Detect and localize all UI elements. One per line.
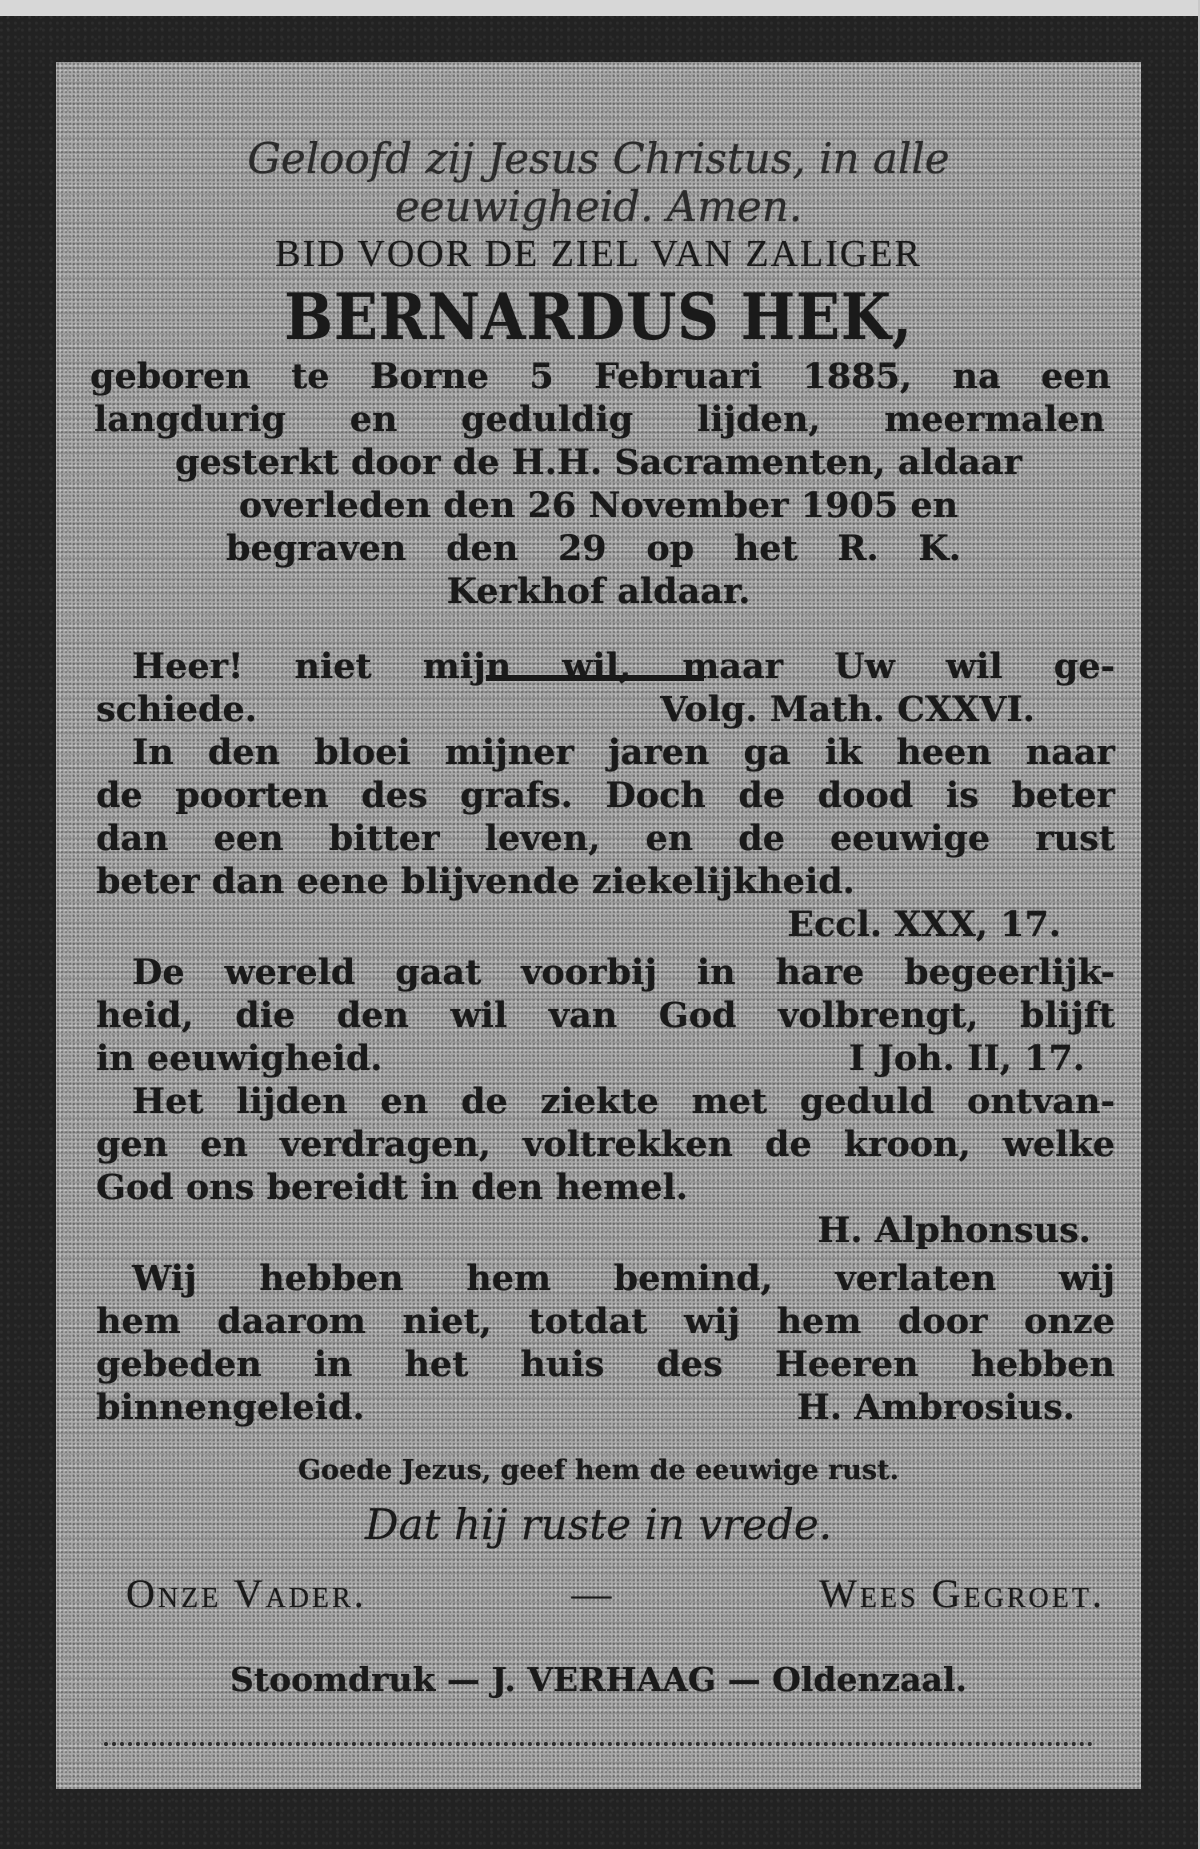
quote-3-line-3 bbox=[96, 1038, 1091, 1079]
quote-5-line-1: Wij hebben hem bemind, verlaten wij bbox=[132, 1258, 1115, 1299]
quote-4-line-3: God ons bereidt in den hemel. bbox=[96, 1167, 688, 1208]
quote-5-line-3: gebeden in het huis des Heeren hebben bbox=[96, 1344, 1115, 1385]
printer-imprint: Stoomdruk — J. VERHAAG — Oldenzaal. bbox=[230, 1660, 967, 1699]
biography-line-3: gesterkt door de H.H. Sacramenten, aldaar bbox=[175, 442, 1022, 483]
quote-5-line-2: hem daarom niet, totdat wij hem door onze bbox=[96, 1301, 1115, 1342]
quote-4-line-2: gen en verdragen, voltrekken de kroon, welke bbox=[96, 1124, 1115, 1165]
quote-5-reference: H. Ambrosius. bbox=[796, 1387, 1075, 1428]
biography-line-4: overleden den 26 November 1905 en bbox=[238, 485, 959, 526]
quote-1-reference: Volg. Math. CXXVI. bbox=[660, 689, 1035, 730]
quote-1-text-end: schiede. bbox=[96, 689, 257, 730]
quote-2-line-1: In den bloei mijner jaren ga ik heen naar bbox=[132, 732, 1115, 773]
quote-1-line-2 bbox=[96, 689, 1041, 730]
memorial-card bbox=[56, 62, 1141, 1789]
quote-5-text-end: binnengeleid. bbox=[96, 1387, 365, 1428]
header-line-2: eeuwigheid. Amen. bbox=[394, 182, 803, 231]
quote-3-line-1: De wereld gaat voorbij in hare begeerlijk- bbox=[132, 952, 1115, 993]
prayer-wees-gegroet: Wees Gegroet. bbox=[819, 1571, 1105, 1616]
invocation: BID VOOR DE ZIEL VAN ZALIGER bbox=[275, 233, 922, 275]
quote-3-line-2: heid, die den wil van God volbrengt, blijft bbox=[96, 995, 1115, 1036]
biography-line-6: Kerkhof aldaar. bbox=[446, 571, 751, 612]
closing-prayer-small: Goede Jezus, geef hem de eeuwige rust. bbox=[298, 1455, 899, 1486]
quote-1-line-1: Heer! niet mijn wil, maar Uw wil ge- bbox=[132, 646, 1115, 687]
quote-2-line-2: de poorten des grafs. Doch de dood is beter bbox=[96, 775, 1115, 816]
biography-line-1: geboren te Borne 5 Februari 1885, na een bbox=[90, 356, 1111, 397]
quote-4-line-1: Het lijden en de ziekte met geduld ontvan- bbox=[132, 1081, 1115, 1122]
biography-line-2: langdurig en geduldig lijden, meermalen bbox=[94, 399, 1105, 440]
biography-line-5: begraven den 29 op het R. K. bbox=[226, 528, 961, 569]
deceased-name: BERNARDUS HEK, bbox=[284, 280, 913, 355]
prayer-onze-vader: Onze Vader. bbox=[126, 1571, 367, 1616]
prayer-separator: — bbox=[571, 1571, 615, 1616]
closing-prayer-italic: Dat hij ruste in vrede. bbox=[364, 1500, 833, 1549]
quote-4-reference: H. Alphonsus. bbox=[817, 1210, 1091, 1251]
header-line-1: Geloofd zij Jesus Christus, in alle bbox=[247, 134, 950, 183]
quote-3-text-end: in eeuwigheid. bbox=[96, 1038, 383, 1079]
quote-2-line-3: dan een bitter leven, en de eeuwige rust bbox=[96, 818, 1115, 859]
prayers-line bbox=[126, 1570, 1105, 1617]
dotted-divider bbox=[104, 1742, 1093, 1746]
quote-2-line-4: beter dan eene blijvende ziekelijkheid. bbox=[96, 861, 855, 902]
quote-2-reference: Eccl. XXX, 17. bbox=[787, 904, 1061, 945]
quote-5-line-4 bbox=[96, 1387, 1081, 1428]
quote-3-reference: I Joh. II, 17. bbox=[848, 1038, 1085, 1079]
